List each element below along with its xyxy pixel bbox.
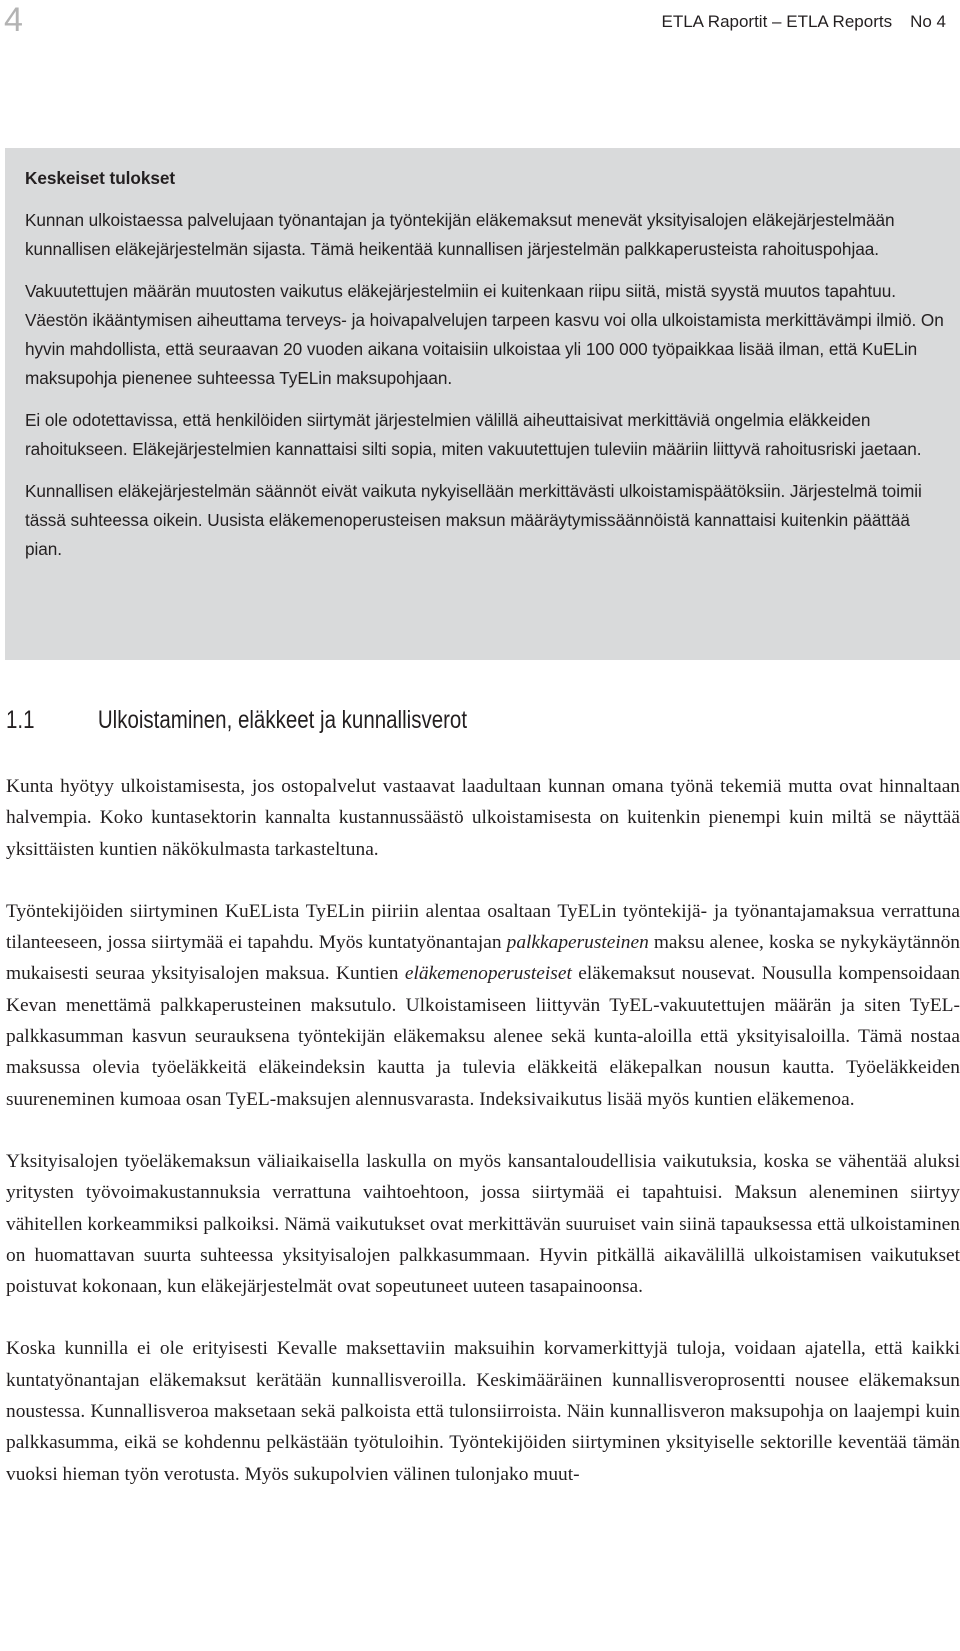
- body-text: [6, 771, 960, 1521]
- body-text-run: eläkemaksut nousevat. Nousulla kompensoidaan Kevan menettämä palkkaperusteinen maksutulo. Ulkoistamiseen liittyvän TyEL-vakuutettujen määrän ja siten TyEL-palkkasumman kasvun seurauksena työntekijän eläkemaksu alenee sekä kunta-aloilla että yksityisaloilla. Tämä nostaa maksussa olevia työeläkkeitä eläkeindeksin kautta ja tulevia eläkkeitä eläkepalkan nousun kautta. Työeläkkeiden suureneminen kumoaa osan TyEL-maksujen alennusvarasta. Indeksivaikutus lisää myös kuntien eläkemenoa.: [6, 963, 960, 1110]
- key-results-paragraph: Vakuutettujen määrän muutosten vaikutus eläkejärjestelmiin ei kuitenkaan riipu siitä, mistä syystä muutos tapahtuu. Väestön ikääntymisen aiheuttama terveys- ja hoivapalvelujen tarpeen kasvu voi olla ulkoistamista merkittävämpi ilmiö. On hyvin mahdollista, että seuraavan 20 vuoden aikana voitaisiin ulkoistaa yli 100 000 työpaikkaa lisää ilman, että KuELin maksupohja pienenee suhteessa TyELin maksupohjaan.: [25, 281, 944, 388]
- key-results-paragraph: Ei ole odotettavissa, että henkilöiden siirtymät järjestelmien välillä aiheuttaisivat merkittäviä ongelmia eläkkeiden rahoitukseen. Eläkejärjestelmien kannattaisi silti sopia, miten vakuutettujen tuleviin määriin liittyvä rahoitusriski jaetaan.: [25, 410, 922, 459]
- body-text-run: Työntekijöiden siirtyminen KuELista TyELin piiriin alentaa osaltaan TyELin työntekijä- ja työnantajamaksua verrattuna tilanteeseen, jossa siirtymää ei tapahdu. Myös kuntatyönantajan: [6, 900, 960, 954]
- key-results-paragraph: Kunnallisen eläkejärjestelmän säännöt eivät vaikuta nykyisellään merkittävästi ulkoistamispäätöksiin. Järjestelmä toimii tässä suhteessa oikein. Uusista eläkemenoperusteisen maksun määräytymissäännöistä kannattaisi kuitenkin päättää pian.: [25, 481, 922, 559]
- report-number: No 4: [910, 12, 946, 31]
- body-text-run: maksu alenee, koska se nykykäytännön mukaisesti seuraa yksityisalojen maksua. Kuntien: [6, 932, 960, 985]
- section-title: Ulkoistaminen, eläkkeet ja kunnallisverot: [97, 706, 468, 734]
- page-header: [0, 0, 960, 48]
- series-dash: –: [772, 12, 782, 31]
- running-head: [661, 12, 946, 32]
- key-results-title: Keskeiset tulokset: [25, 168, 176, 188]
- key-results-box: [5, 148, 960, 660]
- series-fi: ETLA Raportit: [661, 12, 768, 31]
- body-paragraph: Koska kunnilla ei ole erityisesti Kevalle maksettaviin maksuihin korvamerkittyjä tuloja, voidaan ajatella, että kaikki kuntatyönantajan eläkemaksut kerätään kunnallisveroilla. Keskimääräinen kunnallisveroprosentti nousee eläkemaksun noustessa. Kunnallisveroa maksetaan sekä palkoista että tulonsiirroista. Näin kunnallisveron maksupohja on laajempi kuin palkkasumma, eikä se kohdennu pelkästään työtuloihin. Työntekijöiden siirtyminen yksityiselle sektorille keventää tämän vuoksi hieman työn verotusta. Myös sukupolvien välinen tulonjako muut-: [6, 1338, 960, 1485]
- emphasis-term: palkkaperusteinen: [506, 932, 649, 954]
- body-paragraph: [6, 896, 960, 1115]
- page-number: 4: [4, 1, 23, 39]
- section-heading: [6, 706, 467, 735]
- key-results-paragraph: Kunnan ulkoistaessa palvelujaan työnantajan ja työntekijän eläkemaksut menevät yksityisalojen eläkejärjestelmään kunnallisen eläkejärjestelmän sijasta. Tämä heikentää kunnallisen järjestelmän palkkaperusteista rahoituspohjaa.: [25, 210, 895, 259]
- section-number: 1.1: [6, 706, 35, 734]
- body-paragraph: Kunta hyötyy ulkoistamisesta, jos ostopalvelut vastaavat laadultaan kunnan omana työnä tekemiä mutta ovat hinnaltaan halvempia. Koko kuntasektorin kannalta kustannussäästö ulkoistamisesta on kuitenkin pienempi kuin miltä se näyttää yksittäisten kuntien näkökulmasta tarkasteltuna.: [6, 776, 960, 860]
- emphasis-term: eläkemenoperusteiset: [404, 963, 572, 985]
- series-en: ETLA Reports: [786, 12, 893, 31]
- body-paragraph: Yksityisalojen työeläkemaksun väliaikaisella laskulla on myös kansantaloudellisia vaikutuksia, koska se vähentää aluksi yritysten työvoimakustannuksia verrattuna vaihtoehtoon, jossa siirtymää ei tapahtuisi. Maksun aleneminen siirtyy vähitellen korkeammiksi palkoiksi. Nämä vaikutukset ovat merkittävän suuruiset vain siinä tapauksessa että ulkoistaminen on huomattavan suurta suhteessa yksityisalojen palkkasummaan. Hyvin pitkällä aikavälillä ulkoistamisen vaikutukset poistuvat kokonaan, kun eläkejärjestelmät ovat sopeutuneet uuteen tasapainoonsa.: [6, 1150, 960, 1298]
